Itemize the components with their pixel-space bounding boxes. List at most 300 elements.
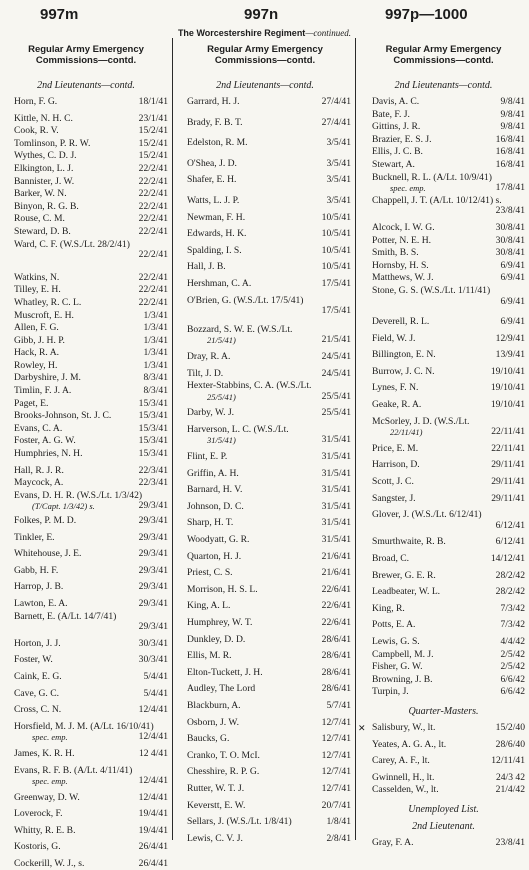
officer-name: Keverstt, E. W. [187,799,246,811]
commission-date: 15/3/41 [138,410,168,422]
officer-entry [0,202,172,213]
officer-entry [175,381,355,402]
officer-entry [0,549,172,560]
officer-entry [358,173,529,194]
officer-name: Humphries, N. H. [14,448,83,460]
commission-date: 29/3/41 [138,621,168,633]
officer-entry [0,612,172,633]
officer-entry [175,175,355,186]
officer-name: Fisher, G. W. [372,661,423,673]
officer-entry [358,587,529,598]
officer-entry [358,571,529,582]
column-divider [355,38,356,840]
regiment-continued: —continued. [305,28,352,38]
officer-entry [175,229,355,240]
commission-date: 22/3/41 [138,464,168,476]
entry-note: 31/5/41) [207,435,236,446]
commission-date: 6/6/42 [500,673,525,685]
officer-name: Sellars, J. (W.S./Lt. 1/8/41) [187,816,292,828]
commission-date: 31/5/41 [321,451,351,463]
officer-name: Hershman, C. A. [187,277,252,289]
commission-date: 16/8/41 [495,133,525,145]
commission-date: 12/9/41 [495,332,525,344]
officer-entry [358,554,529,565]
commission-date: 5/4/41 [143,687,168,699]
officer-entry [175,452,355,463]
commission-date: 12/7/41 [321,766,351,778]
commission-date: 17/5/41 [321,277,351,289]
officer-entry [0,227,172,238]
officer-entry [358,147,529,158]
officer-name: Allen, F. G. [14,322,59,334]
officer-name: Blackburn, A. [187,699,241,711]
commission-date: 22/2/41 [138,284,168,296]
officer-name: James, K. R. H. [14,747,75,759]
officer-entry [175,734,355,745]
officer-name: Tinkler, E. [14,531,55,543]
commission-date: 15/3/41 [138,397,168,409]
page-number-left: 997m [40,6,79,23]
officer-name: Edelston, R. M. [187,137,248,149]
commission-date: 29/3/41 [138,564,168,576]
officer-entry [0,411,172,422]
officer-name: Burrow, J. C. N. [372,365,435,377]
commission-date: 9/8/41 [500,121,525,133]
commission-date: 31/5/41 [321,467,351,479]
officer-name: Browning, J. B. [372,673,433,685]
commission-date: 23/1/41 [138,112,168,124]
officer-name: Scott, J. C. [372,476,414,488]
commission-date: 1/3/41 [143,309,168,321]
officer-name: Whitty, R. E. B. [14,824,76,836]
officer-name: Gabb, H. F. [14,564,59,576]
officer-name: Lynes, F. N. [372,382,419,394]
officer-entry [358,160,529,171]
commission-date: 3/5/41 [326,137,351,149]
commission-date: 28/2/42 [495,569,525,581]
officer-entry [358,637,529,648]
officer-entry [0,399,172,410]
commission-date: 31/5/41 [321,534,351,546]
unemployed-officer-list [358,838,529,849]
officer-name: Flint, E. P. [187,451,228,463]
commission-date: 22/2/41 [138,213,168,225]
officer-name: Dray, R. A. [187,350,231,362]
officer-entry [358,675,529,686]
officer-name: Sangster, J. [372,492,416,504]
officer-entry [358,97,529,108]
commission-date: 22/2/41 [138,175,168,187]
commission-date: 22/6/41 [321,583,351,595]
commission-date: 22/2/41 [138,200,168,212]
commission-date: 3/5/41 [326,194,351,206]
commission-date: 22/2/41 [138,225,168,237]
commission-date: 2/8/41 [326,832,351,844]
officer-entry [175,635,355,646]
officer-entry [0,655,172,666]
officer-name: Cook, R. V. [14,125,59,137]
officer-name: Harverson, L. C. (W.S./Lt. [187,423,289,435]
commission-date: 15/2/40 [495,721,525,733]
commission-date: 27/4/41 [321,116,351,128]
officer-name: Tilt, J. D. [187,367,224,379]
officer-name: Sharp, H. T. [187,517,234,529]
commission-date: 22/6/41 [321,600,351,612]
commission-date: 15/3/41 [138,435,168,447]
officer-entry [358,477,529,488]
officer-name: Barker, W. N. [14,188,67,200]
rank-subheading: 2nd Lieutenants—contd. [37,80,135,91]
officer-entry [358,650,529,661]
officer-name: Rutter, W. T. J. [187,782,245,794]
officer-name: Barnard, H. V. [187,484,243,496]
commission-date: 28/6/40 [495,738,525,750]
entry-note: 21/5/41) [207,335,236,346]
commission-date: 25/5/41 [321,407,351,419]
officer-name: King, R. [372,602,405,614]
officer-name: Brewer, G. E. R. [372,569,436,581]
commission-date: 28/2/42 [495,586,525,598]
commission-date: 1/8/41 [326,816,351,828]
commission-date: 20/7/41 [321,799,351,811]
commission-date: 9/8/41 [500,96,525,107]
commission-date: 23/8/41 [495,205,525,217]
officer-entry [175,568,355,579]
column-2 [175,40,355,844]
officer-name: Billington, E. N. [372,349,436,361]
officer-name: Elton-Tuckett, J. H. [187,666,263,678]
officer-name: Osborn, J. W. [187,716,239,728]
officer-name: Broad, C. [372,553,410,564]
officer-entry [0,491,172,512]
quartermaster-list [358,723,529,796]
column-heading [175,44,355,66]
officer-entry [0,466,172,477]
heading-line-1: Regular Army Emergency [28,44,144,55]
officer-entry [358,773,529,784]
officer-entry [0,97,172,108]
officer-entry [175,138,355,149]
commission-date: 24/3 42 [495,771,525,783]
officer-entry [175,535,355,546]
entry-note: spec. emp. [32,732,68,743]
commission-date: 21/6/41 [321,567,351,579]
commission-date: 30/3/41 [138,654,168,666]
officer-name: Evans, D. H. R. (W.S./Lt. 1/3/42) [14,489,143,501]
rank-subheading: 2nd Lieutenants—contd. [394,80,493,91]
officer-entry [175,601,355,612]
officer-name: Stewart, A. [372,158,415,170]
officer-entry [0,323,172,334]
officer-entry [0,139,172,150]
officer-name: Price, E. M. [372,442,419,454]
commission-date: 29/11/41 [491,459,525,471]
commission-date: 29/3/41 [138,531,168,543]
officer-entry [0,449,172,460]
commission-date: 26/4/41 [138,858,168,870]
officer-entry [358,417,529,438]
officer-entry [0,273,172,284]
commission-date: 1/3/41 [143,347,168,359]
officer-name: Hexter-Stabbins, C. A. (W.S./Lt. [187,380,312,392]
commission-date: 3/5/41 [326,157,351,169]
commission-date: 29/11/41 [491,476,525,488]
officer-name: Brazier, E. S. J. [372,133,432,145]
officer-entry [358,334,529,345]
officer-entry [0,214,172,225]
officer-name: Ellis, J. C. B. [372,146,423,158]
officer-name: Salisbury, W., lt. [372,721,436,733]
officer-name: Stone, G. S. (W.S./Lt. 1/11/41) [372,284,491,296]
officer-name: Matthews, W. J. [372,272,434,284]
officer-name: O'Shea, J. D. [187,157,237,169]
officer-entry [358,367,529,378]
officer-entry [175,97,355,108]
commission-date: 22/2/41 [138,188,168,200]
officer-name: Brady, F. B. T. [187,116,243,128]
officer-entry [175,196,355,207]
officer-entry [358,785,529,796]
officer-entry [358,223,529,234]
officer-name: Hall, J. B. [187,261,226,273]
commission-date: 4/4/42 [500,635,525,647]
column-divider [172,38,173,840]
officer-name: Davis, A. C. [372,96,420,107]
officer-entry [0,298,172,309]
officer-entry [358,135,529,146]
officer-name: Woodyatt, G. R. [187,534,250,546]
commission-date: 6/9/41 [500,259,525,271]
commission-date: 19/10/41 [490,365,525,377]
rank-subheading: 2nd Lieutenants—contd. [216,80,314,91]
officer-entry [0,793,172,804]
officer-entry [175,801,355,812]
officer-name: Lawton, E. A. [14,597,68,609]
commission-date: 28/6/41 [321,650,351,662]
officer-entry [0,809,172,820]
commission-date: 29/3/41 [138,597,168,609]
entry-note: 22/11/41) [390,427,423,438]
officer-entry [175,352,355,363]
officer-entry [358,723,529,734]
officer-name: O'Brien, G. (W.S./Lt. 17/5/41) [187,294,304,306]
commission-date: 14/12/41 [490,553,525,564]
officer-name: Evans, R. F. B. (A/Lt. 4/11/41) [14,764,133,776]
officer-entry [358,400,529,411]
officer-name: Spalding, I. S. [187,244,242,256]
officer-entry [175,651,355,662]
officer-name: Ward, C. F. (W.S./Lt. 28/2/41) [14,238,130,250]
commission-date: 22/2/41 [138,162,168,174]
officer-entry [0,436,172,447]
commission-date: 7/3/42 [500,602,525,614]
heading-line-1: Regular Army Emergency [207,44,323,55]
officer-name: Garrard, H. J. [187,96,240,107]
officer-name: Caink, E. G. [14,670,62,682]
commission-date: 28/6/41 [321,666,351,678]
officer-name: Turpin, J. [372,686,409,698]
commission-date: 22/6/41 [321,617,351,628]
officer-entry [358,510,529,531]
officer-name: Shafer, E. H. [187,174,237,186]
officer-name: Priest, C. S. [187,567,233,579]
officer-list [358,97,529,698]
officer-name: Foster, W. [14,654,53,666]
officer-name: Ellis, M. R. [187,650,232,662]
commission-date: 29/11/41 [491,492,525,504]
officer-name: Horsfield, M. J. M. (A/Lt. 16/10/41) [14,720,154,732]
commission-date: 6/9/41 [500,295,525,307]
officer-entry [0,311,172,322]
page-header [0,6,529,26]
officer-name: Lewis, G. S. [372,635,420,647]
officer-entry [175,552,355,563]
officer-name: Edwards, H. K. [187,228,247,240]
regiment-title [0,28,529,38]
commission-date: 2/5/42 [500,661,525,673]
commission-date: 22/11/41 [491,442,525,454]
officer-name: Rowley, H. [14,359,58,371]
heading-line-2: Commissions—contd. [393,55,494,66]
officer-entry [358,494,529,505]
officer-entry [0,639,172,650]
officer-name: Gittins, J. R. [372,121,421,133]
officer-entry [0,672,172,683]
column-1 [0,40,172,870]
commission-date: 10/5/41 [321,228,351,240]
officer-entry [0,599,172,610]
commission-date: 19/10/41 [490,399,525,411]
commission-date: 29/3/41 [138,515,168,526]
officer-name: Bate, F. J. [372,108,410,120]
commission-date: 16/8/41 [495,146,525,158]
officer-entry [175,262,355,273]
commission-date: 21/4/42 [495,784,525,796]
officer-name: Morrison, H. S. L. [187,583,258,595]
officer-name: Hornsby, H. S. [372,259,429,271]
commission-date: 30/8/41 [495,221,525,233]
officer-entry [175,751,355,762]
officer-name: Horton, J. J. [14,637,61,649]
entry-note: spec. emp. [32,776,68,787]
officer-entry [0,126,172,137]
commission-date: 3/5/41 [326,174,351,186]
officer-name: Barnett, E. (A/Lt. 14/7/41) [14,610,117,622]
commission-date: 10/5/41 [321,244,351,256]
commission-date: 1/3/41 [143,334,168,346]
officer-entry [0,689,172,700]
officer-name: Foster, A. G. W. [14,435,76,447]
officer-entry [175,668,355,679]
officer-name: Tilley, E. H. [14,284,61,296]
commission-date: 21/6/41 [321,550,351,562]
commission-date: 19/4/41 [138,824,168,836]
officer-name: Geake, R. A. [372,399,422,411]
officer-entry [175,485,355,496]
officer-entry [0,348,172,359]
officer-name: Glover, J. (W.S./Lt. 6/12/41) [372,509,482,521]
officer-entry [175,817,355,828]
officer-name: Griffin, A. H. [187,467,239,479]
commission-date: 22/3/41 [138,477,168,489]
officer-name: McSorley, J. D. (W.S./Lt. [372,415,470,427]
commission-date: 5/4/41 [143,670,168,682]
commission-date: 23/8/41 [495,836,525,848]
commission-date: 1/3/41 [143,359,168,371]
commission-date: 28/6/41 [321,633,351,645]
officer-entry [175,325,355,346]
officer-entry [358,248,529,259]
commission-date: 12/7/41 [321,782,351,794]
commission-date: 6/9/41 [500,316,525,328]
officer-name: Yeates, A. G. A., lt. [372,738,447,750]
entry-note: 25/5/41) [207,391,236,402]
officer-entry [175,767,355,778]
commission-date: 22/2/41 [138,296,168,308]
officer-name: Chappell, J. T. (A/Lt. 10/12/41) s. [372,194,502,206]
officer-entry [0,842,172,853]
officer-name: Wythes, C. D. J. [14,150,77,162]
officer-entry [358,838,529,849]
officer-entry [0,478,172,489]
commission-date: 30/3/41 [138,637,168,649]
commission-date: 24/5/41 [321,350,351,362]
officer-name: Rouse, C. M. [14,213,65,225]
officer-entry [175,425,355,446]
officer-entry [0,164,172,175]
officer-name: Alcock, I. W. G. [372,221,435,233]
officer-name: Audley, The Lord [187,683,256,695]
officer-entry [0,722,172,743]
officer-entry [0,151,172,162]
officer-name: Darby, W. J. [187,407,235,419]
officer-entry [358,604,529,615]
officer-name: Leadbeater, W. L. [372,586,441,598]
officer-entry [0,373,172,384]
officer-entry [358,350,529,361]
commission-date: 5/7/41 [326,699,351,711]
commission-date: 29/3/41 [138,548,168,560]
officer-name: Brooks-Johnson, St. J. C. [14,410,112,422]
officer-entry [175,834,355,845]
commission-date: 21/5/41 [321,334,351,346]
officer-entry [0,285,172,296]
officer-name: Smith, B. S. [372,247,419,259]
commission-date: 27/4/41 [321,96,351,107]
heading-line-2: Commissions—contd. [214,55,316,66]
commission-date: 6/6/42 [500,686,525,698]
officer-entry [358,122,529,133]
officer-name: Deverell, R. L. [372,316,430,328]
heading-line-1: Regular Army Emergency [385,44,502,55]
officer-name: Watkins, N. [14,271,60,283]
officer-entry [0,566,172,577]
officer-name: Tomlinson, P. R. W. [14,137,91,149]
officer-name: Loverock, F. [14,808,63,820]
commission-date: 31/5/41 [321,434,351,446]
page-number-middle: 997n [244,6,279,23]
officer-name: Timlin, F. J. A. [14,385,72,397]
officer-name: Johnson, D. C. [187,500,244,512]
officer-entry [175,718,355,729]
officer-name: Newman, F. H. [187,211,246,223]
officer-entry [0,240,172,261]
commission-date: 1/3/41 [143,322,168,334]
officer-name: Gwinnell, H., lt. [372,771,435,783]
commission-date: 28/6/41 [321,683,351,695]
commission-date: 12 4/41 [138,747,168,759]
commission-date: 10/5/41 [321,261,351,273]
